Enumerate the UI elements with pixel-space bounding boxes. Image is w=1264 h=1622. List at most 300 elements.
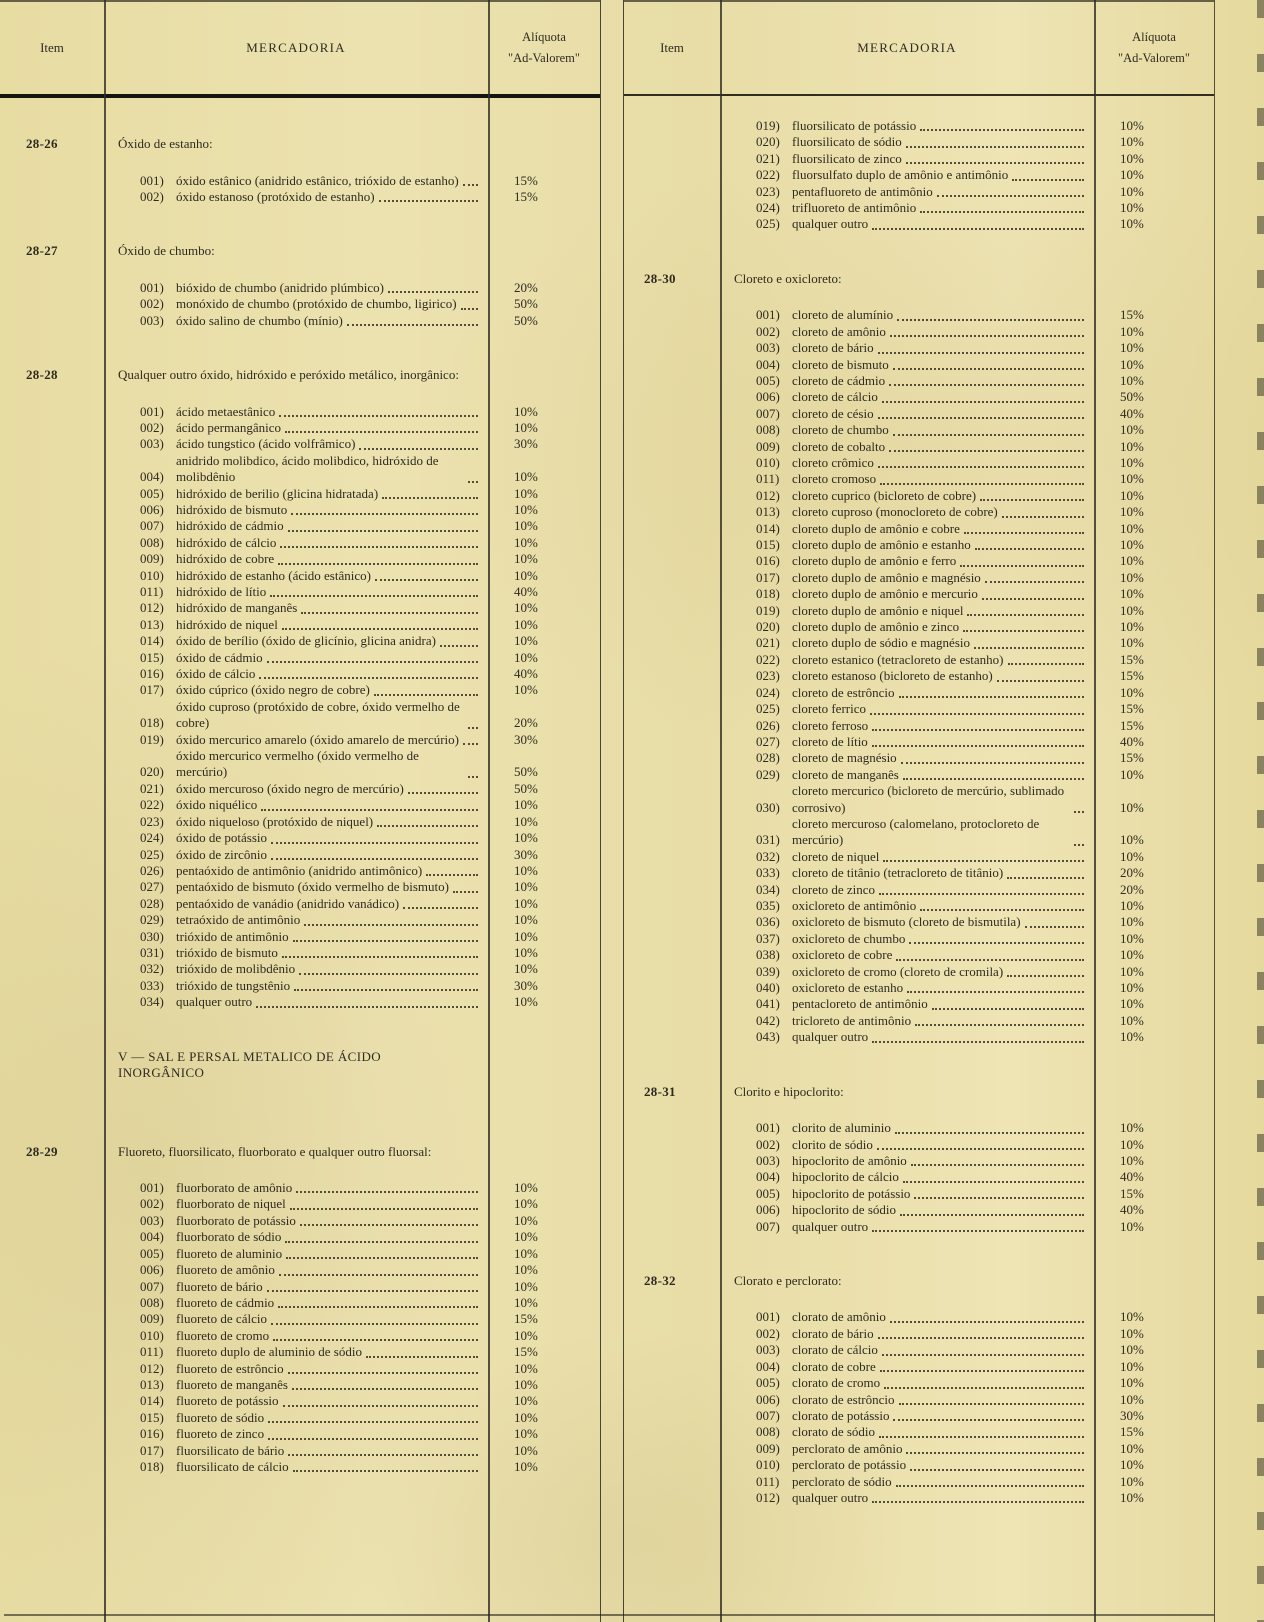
dot-leader [967, 612, 1084, 616]
aliquota-value: 10% [514, 1458, 538, 1474]
entry-code: 005) [140, 485, 164, 501]
dot-leader [377, 823, 478, 827]
aliquota-value: 10% [514, 1426, 538, 1442]
dot-leader [463, 741, 478, 745]
entry-code: 026) [756, 717, 780, 733]
dot-leader [304, 922, 478, 926]
entry-row [756, 167, 1214, 183]
entry-list [118, 1180, 600, 1475]
entry-row [756, 324, 1214, 340]
entry-main [140, 945, 488, 961]
entry-code: 034) [140, 994, 164, 1010]
entry-main [756, 718, 1094, 734]
aliquota-value: 10% [514, 944, 538, 960]
entry-main [140, 313, 488, 329]
entry-code: 034) [756, 881, 780, 897]
entry-label: oxicloreto de estanho [792, 980, 904, 995]
entry-row [756, 1120, 1214, 1136]
dot-leader [982, 596, 1084, 600]
dot-leader [870, 711, 1084, 715]
entry-main [756, 980, 1094, 996]
aliquota-value: 10% [1120, 1440, 1144, 1456]
entry-code: 001) [140, 172, 164, 188]
entry-label: hipoclorito de amônio [792, 1152, 907, 1168]
aliquota-value: 10% [1120, 947, 1144, 963]
dot-leader [878, 350, 1084, 354]
entry-label: fluorsulfato duplo de amônio e antimônio [792, 167, 1009, 183]
entry-label: cloreto de bário [792, 340, 874, 356]
aliquota-value: 40% [1120, 1202, 1144, 1218]
entry-code: 023) [140, 813, 164, 829]
entry-main [756, 668, 1094, 684]
aliquota-value: 10% [1120, 1473, 1144, 1489]
entry-code: 003) [140, 436, 164, 452]
entry-label: óxido cuproso (protóxido de cobre, óxido vermelho de cobre) [176, 698, 460, 731]
entry-row [756, 718, 1214, 734]
entry-row [140, 1426, 600, 1442]
entry-code: 002) [140, 296, 164, 312]
header-aliquota [488, 2, 600, 94]
dot-leader [279, 413, 478, 417]
dot-leader [382, 495, 478, 499]
entry-code: 007) [756, 1407, 780, 1423]
entry-code: 013) [756, 504, 780, 520]
entry-code: 024) [756, 200, 780, 216]
dot-leader [282, 954, 478, 958]
entry-code: 029) [756, 766, 780, 782]
entry-label: óxido mercurico vermelho (óxido vermelho de mercúrio) [176, 748, 419, 780]
entry-row [756, 406, 1214, 422]
dot-leader [1002, 514, 1084, 518]
entry-label: óxido niquélico [176, 797, 258, 813]
center-divider [600, 0, 624, 1622]
aliquota-value: 10% [1120, 520, 1144, 536]
entry-code: 035) [756, 897, 780, 913]
entry-code: 015) [756, 537, 780, 553]
entry-code: 003) [756, 1152, 780, 1168]
entry-label: fluorsilicato de sódio [792, 134, 902, 150]
entry-label: hipoclorito de cálcio [792, 1169, 899, 1185]
entry-main [756, 898, 1094, 914]
dot-leader [291, 511, 478, 515]
entry-main [140, 1311, 488, 1327]
entry-row [140, 1295, 600, 1311]
entry-row [756, 1153, 1214, 1169]
item-code: 28-26 [26, 136, 58, 151]
aliquota-value: 10% [514, 419, 538, 435]
entry-code: 018) [140, 715, 164, 731]
entry-row [140, 189, 600, 205]
aliquota-value: 10% [1120, 1309, 1144, 1325]
entry-label: fluorsilicato de cálcio [176, 1458, 289, 1474]
entry-label: cloreto de chumbo [792, 422, 889, 438]
dot-leader [301, 610, 478, 614]
entry-row [756, 767, 1214, 783]
block-content [104, 243, 600, 329]
dot-leader [877, 1146, 1084, 1150]
entry-list [734, 1120, 1214, 1235]
aliquota-value: 30% [514, 436, 538, 452]
entry-main [140, 1295, 488, 1311]
entry-label: cloreto de amônio [792, 323, 886, 339]
entry-label: fluoreto de cromo [176, 1327, 270, 1343]
entry-row [756, 635, 1214, 651]
dot-leader [909, 940, 1084, 944]
entry-main [756, 521, 1094, 537]
aliquota-value: 10% [1120, 200, 1144, 216]
entry-code: 031) [756, 832, 780, 848]
entry-code: 033) [140, 977, 164, 993]
header-item: Item [40, 40, 64, 55]
aliquota-value: 50% [514, 764, 538, 780]
entry-code: 013) [140, 1376, 164, 1392]
entry-row [140, 296, 600, 312]
entry-main [756, 324, 1094, 340]
entry-code: 011) [140, 1344, 164, 1360]
entry-list [734, 118, 1214, 233]
entry-label: cloreto duplo de amônio e cobre [792, 520, 960, 536]
entry-code: 016) [756, 553, 780, 569]
dot-leader [880, 1368, 1084, 1372]
entry-label: oxicloreto de chumbo [792, 930, 906, 946]
entry-label: cloreto cromoso [792, 471, 877, 487]
tariff-block [0, 1049, 600, 1102]
entry-code: 021) [140, 780, 164, 796]
entry-label: fluorborato de amônio [176, 1180, 293, 1196]
entry-list [118, 280, 600, 329]
dot-leader [878, 1335, 1084, 1339]
entry-main [140, 1196, 488, 1212]
aliquota-value: 10% [514, 1393, 538, 1409]
entry-label: qualquer outro [792, 1489, 869, 1505]
item-code: 28-29 [26, 1143, 58, 1159]
entry-label: hipoclorito de potássio [792, 1185, 911, 1201]
dot-leader [408, 790, 478, 794]
dot-leader [899, 1401, 1084, 1405]
right-column-body [624, 96, 1214, 1506]
entry-label: cloreto de manganês [792, 766, 899, 782]
entry-code: 001) [140, 1180, 164, 1196]
entry-main [140, 797, 488, 813]
dot-leader [872, 727, 1084, 731]
tariff-block [0, 1144, 600, 1476]
entry-code: 025) [756, 216, 780, 232]
dot-leader [896, 1483, 1084, 1487]
entry-label: fluoreto de sódio [176, 1409, 265, 1425]
entry-row [140, 732, 600, 748]
entry-row [140, 1443, 600, 1459]
header-aliquota-line1: Alíquota [1132, 30, 1176, 44]
aliquota-value: 10% [1120, 799, 1144, 815]
entry-row [756, 1169, 1214, 1185]
entry-row [140, 961, 600, 977]
entry-label: fluorsilicato de potássio [792, 118, 917, 133]
header-aliquota [1094, 2, 1214, 94]
entry-code: 010) [756, 1457, 780, 1473]
dot-leader [906, 160, 1084, 164]
aliquota-value: 10% [514, 895, 538, 911]
entry-row [140, 453, 600, 486]
entry-main [756, 216, 1094, 232]
entry-main [140, 830, 488, 846]
aliquota-value: 10% [1120, 1391, 1144, 1407]
entry-code: 003) [756, 1342, 780, 1358]
entry-main [756, 1342, 1094, 1358]
entry-main [756, 701, 1094, 717]
tariff-block [624, 1273, 1214, 1506]
entry-code: 007) [140, 518, 164, 534]
entry-code: 019) [140, 731, 164, 747]
dot-leader [980, 497, 1084, 501]
tariff-block [624, 118, 1214, 233]
entry-main [756, 134, 1094, 150]
entry-row [756, 980, 1214, 996]
entry-label: hidróxido de manganês [176, 600, 298, 616]
dot-leader [283, 1403, 478, 1407]
dot-leader [440, 643, 478, 647]
entry-main [756, 783, 1094, 816]
dot-leader [366, 1354, 478, 1358]
aliquota-value: 10% [1120, 1152, 1144, 1168]
right-table-half [624, 0, 1215, 1622]
entry-code: 005) [756, 372, 780, 388]
entry-main [140, 551, 488, 567]
entry-row [140, 551, 600, 567]
entry-row [140, 896, 600, 912]
entry-row [756, 200, 1214, 216]
dot-leader [299, 971, 478, 975]
entry-row [140, 1361, 600, 1377]
dot-leader [286, 1255, 478, 1259]
entry-list [118, 173, 600, 206]
entry-code: 011) [140, 584, 164, 599]
dot-leader [893, 366, 1084, 370]
entry-label: cloreto de zinco [792, 881, 876, 897]
dot-leader [884, 1385, 1084, 1389]
aliquota-value: 10% [514, 485, 538, 501]
aliquota-value: 50% [1120, 389, 1144, 405]
entry-code: 011) [756, 1473, 780, 1489]
aliquota-value: 40% [514, 666, 538, 682]
entry-row [140, 436, 600, 452]
entry-code: 003) [140, 1212, 164, 1228]
dot-leader [890, 1319, 1084, 1323]
aliquota-value: 10% [1120, 1457, 1144, 1473]
aliquota-value: 15% [1120, 307, 1144, 323]
entry-label: fluoreto de cálcio [176, 1311, 267, 1327]
entry-code: 006) [140, 1262, 164, 1278]
entry-code: 004) [756, 1169, 780, 1185]
entry-main [140, 1426, 488, 1442]
entry-row [756, 422, 1214, 438]
entry-code: 011) [756, 471, 780, 487]
entry-label: trifluoreto de antimônio [792, 200, 917, 216]
entry-code: 002) [756, 1136, 780, 1152]
entry-label: cloreto de alumínio [792, 307, 894, 323]
entry-label: cloreto de titânio (tetracloreto de titânio) [792, 865, 1004, 881]
dot-leader [914, 1195, 1084, 1199]
dot-leader [271, 840, 478, 844]
item-code: 28-30 [644, 270, 676, 286]
entry-code: 003) [140, 312, 164, 328]
dot-leader [963, 628, 1084, 632]
header-aliquota-line1: Alíquota [522, 30, 566, 44]
aliquota-value: 10% [1120, 487, 1144, 503]
entry-main [140, 961, 488, 977]
entry-label: cloreto ferroso [792, 717, 869, 733]
dot-leader [259, 675, 478, 679]
entry-row [140, 404, 600, 420]
dot-leader [896, 957, 1084, 961]
entry-code: 008) [756, 1424, 780, 1440]
entry-row [140, 600, 600, 616]
entry-main [756, 422, 1094, 438]
entry-label: perclorato de sódio [792, 1473, 892, 1489]
entry-code: 001) [756, 307, 780, 323]
block-content [720, 271, 1214, 1046]
entry-row [756, 389, 1214, 405]
entry-label: pentaóxido de antimônio (anidrido antimônico) [176, 862, 423, 878]
dot-leader [893, 1417, 1084, 1421]
entry-code: 005) [756, 1375, 780, 1391]
entry-label: óxido de zircônio [176, 846, 267, 862]
aliquota-value: 10% [514, 1180, 538, 1196]
tariff-block [624, 1084, 1214, 1235]
entry-code: 007) [140, 1278, 164, 1294]
dot-leader [1025, 924, 1084, 928]
entry-main [756, 996, 1094, 1012]
entry-main [756, 553, 1094, 569]
entry-code: 018) [756, 586, 780, 602]
entry-row [140, 781, 600, 797]
entry-main [756, 964, 1094, 980]
entry-row [140, 879, 600, 895]
entry-label: hidróxido de bismuto [176, 501, 288, 517]
entry-label: qualquer outro [792, 216, 869, 232]
dot-leader [920, 127, 1084, 131]
entry-row [756, 537, 1214, 553]
entry-row [140, 518, 600, 534]
aliquota-value: 10% [1120, 1325, 1144, 1341]
dot-leader [288, 1452, 478, 1456]
entry-main [756, 1392, 1094, 1408]
entry-label: fluoreto de manganês [176, 1376, 288, 1392]
block-content [104, 1144, 600, 1476]
entry-row [756, 685, 1214, 701]
aliquota-value: 10% [1120, 422, 1144, 438]
block-title: Óxido de chumbo: [118, 243, 215, 259]
aliquota-value: 50% [514, 312, 538, 328]
entry-row [140, 584, 600, 600]
aliquota-value: 15% [514, 188, 538, 204]
dot-leader [347, 322, 478, 326]
entry-main [140, 633, 488, 649]
entry-label: cloreto de bismuto [792, 356, 889, 372]
entry-row [756, 1029, 1214, 1045]
entry-row [140, 1328, 600, 1344]
entry-label: hidróxido de cádmio [176, 518, 284, 534]
entry-code: 009) [140, 551, 164, 567]
entry-row [140, 1393, 600, 1409]
entry-label: pentaóxido de bismuto (óxido vermelho de bismuto) [176, 879, 449, 895]
entry-label: trióxido de antimônio [176, 928, 289, 944]
aliquota-value: 10% [1120, 930, 1144, 946]
column-rule-mercadoria-aliquota [488, 0, 490, 1622]
entry-main [756, 504, 1094, 520]
aliquota-value: 10% [1120, 914, 1144, 930]
entry-label: cloreto estanico (tetracloreto de estanho) [792, 651, 1004, 667]
entry-row [140, 173, 600, 189]
header-item: Item [660, 40, 684, 55]
entry-code: 003) [756, 340, 780, 356]
dot-leader [271, 856, 478, 860]
entry-row [756, 521, 1214, 537]
dot-leader [1008, 661, 1084, 665]
entry-main [756, 603, 1094, 619]
entry-label: cloreto mercurico (bicloreto de mercúrio, sublimado corrosivo) [792, 783, 1065, 815]
dot-leader [872, 1228, 1084, 1232]
entry-row [140, 1279, 600, 1295]
entry-row [140, 535, 600, 551]
entry-label: cloreto de magnésio [792, 750, 897, 766]
entry-row [756, 118, 1214, 134]
entry-code: 009) [756, 1440, 780, 1456]
dot-leader [278, 561, 478, 565]
entry-label: cloreto ferrico [792, 701, 866, 717]
aliquota-value: 40% [514, 584, 538, 599]
dot-leader [296, 1189, 478, 1193]
entry-main [140, 863, 488, 879]
entry-label: cloreto duplo de amônio e zinco [792, 619, 960, 635]
entry-main [140, 404, 488, 420]
aliquota-value: 10% [514, 534, 538, 550]
dot-leader [882, 399, 1084, 403]
entry-code: 030) [140, 928, 164, 944]
entry-row [140, 1311, 600, 1327]
entry-label: cloreto de cálcio [792, 389, 878, 405]
entry-row [756, 1219, 1214, 1235]
aliquota-value: 10% [1120, 504, 1144, 520]
dot-leader [906, 144, 1084, 148]
dot-leader [883, 858, 1084, 862]
entry-row [140, 929, 600, 945]
dot-leader [261, 807, 478, 811]
dot-leader [288, 1370, 478, 1374]
aliquota-value: 10% [514, 469, 538, 485]
entry-row [756, 734, 1214, 750]
entry-row [756, 1490, 1214, 1506]
entry-row [140, 568, 600, 584]
entry-row [140, 650, 600, 666]
entry-main [756, 1186, 1094, 1202]
entry-row [756, 882, 1214, 898]
entry-row [140, 1459, 600, 1475]
aliquota-value: 10% [1120, 150, 1144, 166]
entry-code: 004) [756, 356, 780, 372]
tariff-block [624, 271, 1214, 1046]
aliquota-value: 10% [1120, 356, 1144, 372]
aliquota-value: 10% [514, 1327, 538, 1343]
entry-code: 015) [140, 649, 164, 665]
entry-row [140, 633, 600, 649]
entry-label: fluoreto de cádmio [176, 1294, 275, 1310]
entry-code: 005) [756, 1185, 780, 1201]
item-code: 28-32 [644, 1272, 676, 1288]
entry-label: cloreto mercuroso (calomelano, protocloreto de mercúrio) [792, 815, 1040, 848]
entry-code: 043) [756, 1029, 780, 1045]
aliquota-value: 20% [514, 715, 538, 731]
entry-main [140, 682, 488, 698]
